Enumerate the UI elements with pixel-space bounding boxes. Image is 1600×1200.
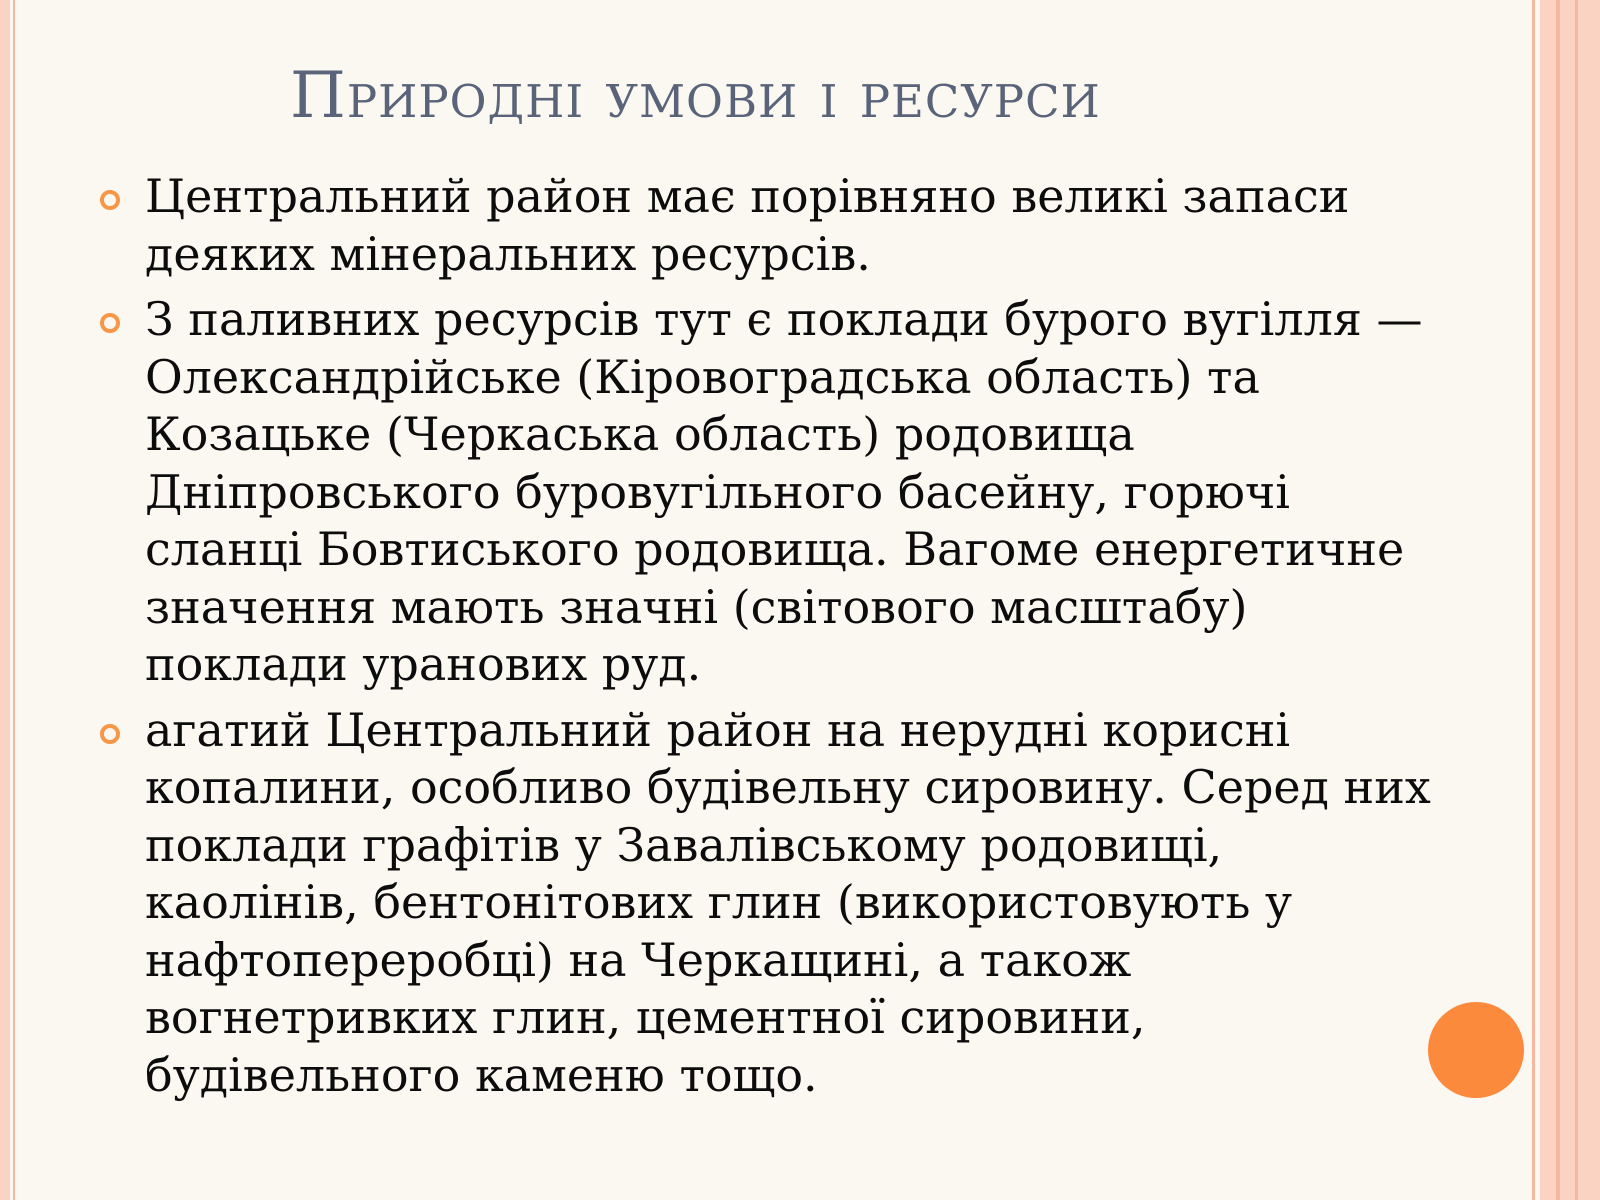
right-frame-inner-line <box>1556 0 1560 1200</box>
bullet-item <box>100 702 1520 1105</box>
right-frame-inner-line-2 <box>1575 0 1578 1200</box>
bullet-circle-icon <box>100 190 120 210</box>
right-frame-band <box>1540 0 1600 1200</box>
bullet-text: Центральний район має порівняно великі запаси деяких мінеральних ресурсів. <box>145 169 1350 281</box>
bullet-text: агатий Центральний район на нерудні корисні копалини, особливо будівельну сировину. Серед них поклади графітів у Завалівському родовищі, каолінів, бентонітових глин (використовують у нафтопереробці) на Черкащині, а також вогнетривких глин, цементної сировини, будівельного каменю тощо. <box>145 702 1431 1102</box>
left-frame-band <box>0 0 10 1200</box>
bullet-text: З паливних ресурсів тут є поклади бурого вугілля — Олександрійське (Кіровоградська область) та Козацьке (Черкаська область) родовища Дніпровського буровугільного басейну, горючі сланці Бовтиського родовища. Вагоме енергетичне значення мають значні (світового масштабу) поклади уранових руд. <box>145 292 1423 691</box>
bullet-item <box>100 291 1520 694</box>
slide-title: Природні умови і ресурси <box>290 59 1101 133</box>
right-frame-line <box>1532 0 1535 1200</box>
bullet-item <box>100 168 1520 283</box>
slide-content <box>100 168 1520 1112</box>
left-frame-line <box>13 0 15 1200</box>
decorative-circle-icon <box>1428 1002 1524 1098</box>
bullet-circle-icon <box>100 313 120 333</box>
bullet-circle-icon <box>100 724 120 744</box>
